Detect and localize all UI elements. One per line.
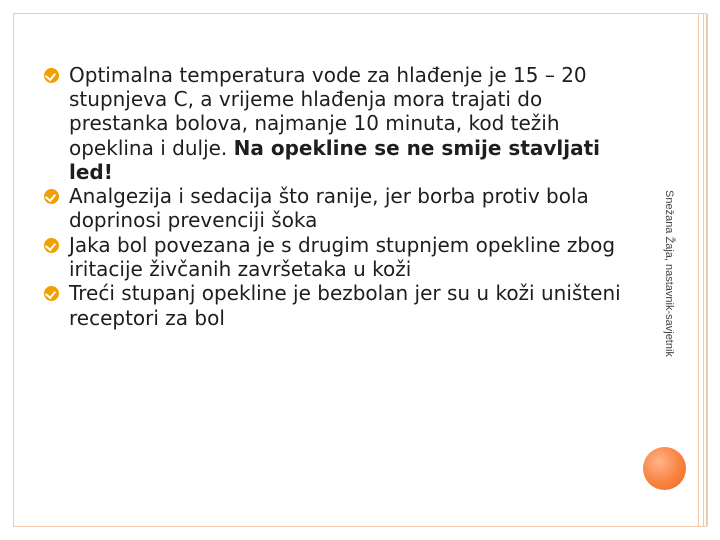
decorative-line	[703, 14, 704, 526]
decorative-circle	[643, 447, 686, 490]
bullet-text: Analgezija i sedacija što ranije, jer borba protiv bola doprinosi prevenciji šoka	[69, 184, 589, 233]
decorative-line	[698, 14, 699, 526]
list-item	[44, 233, 644, 281]
bullet-list	[44, 63, 644, 330]
bullet-text: Optimalna temperatura vode za hlađenje je 15 – 20 stupnjeva C, a vrijeme hlađenja mora trajati do prestanka bolova, najmanje 10 minuta, kod težih opeklina i dulje.	[69, 63, 587, 160]
list-item	[44, 63, 644, 184]
bullet-bold-text: Na opekline se ne smije stavljati led!	[69, 135, 601, 184]
list-item	[44, 281, 644, 329]
decorative-line	[707, 14, 708, 526]
check-bullet-icon	[44, 286, 59, 301]
author-credit: Snežana Žaja, nastavnik-savjetnik	[663, 190, 675, 357]
check-bullet-icon	[44, 238, 59, 253]
check-bullet-icon	[44, 189, 59, 204]
list-item	[44, 184, 644, 232]
bullet-text: Treći stupanj opekline je bezbolan jer su u koži uništeni receptori za bol	[69, 281, 621, 330]
check-bullet-icon	[44, 68, 59, 83]
bullet-text: Jaka bol povezana je s drugim stupnjem opekline zbog iritacije živčanih završetaka u koži	[69, 232, 616, 281]
